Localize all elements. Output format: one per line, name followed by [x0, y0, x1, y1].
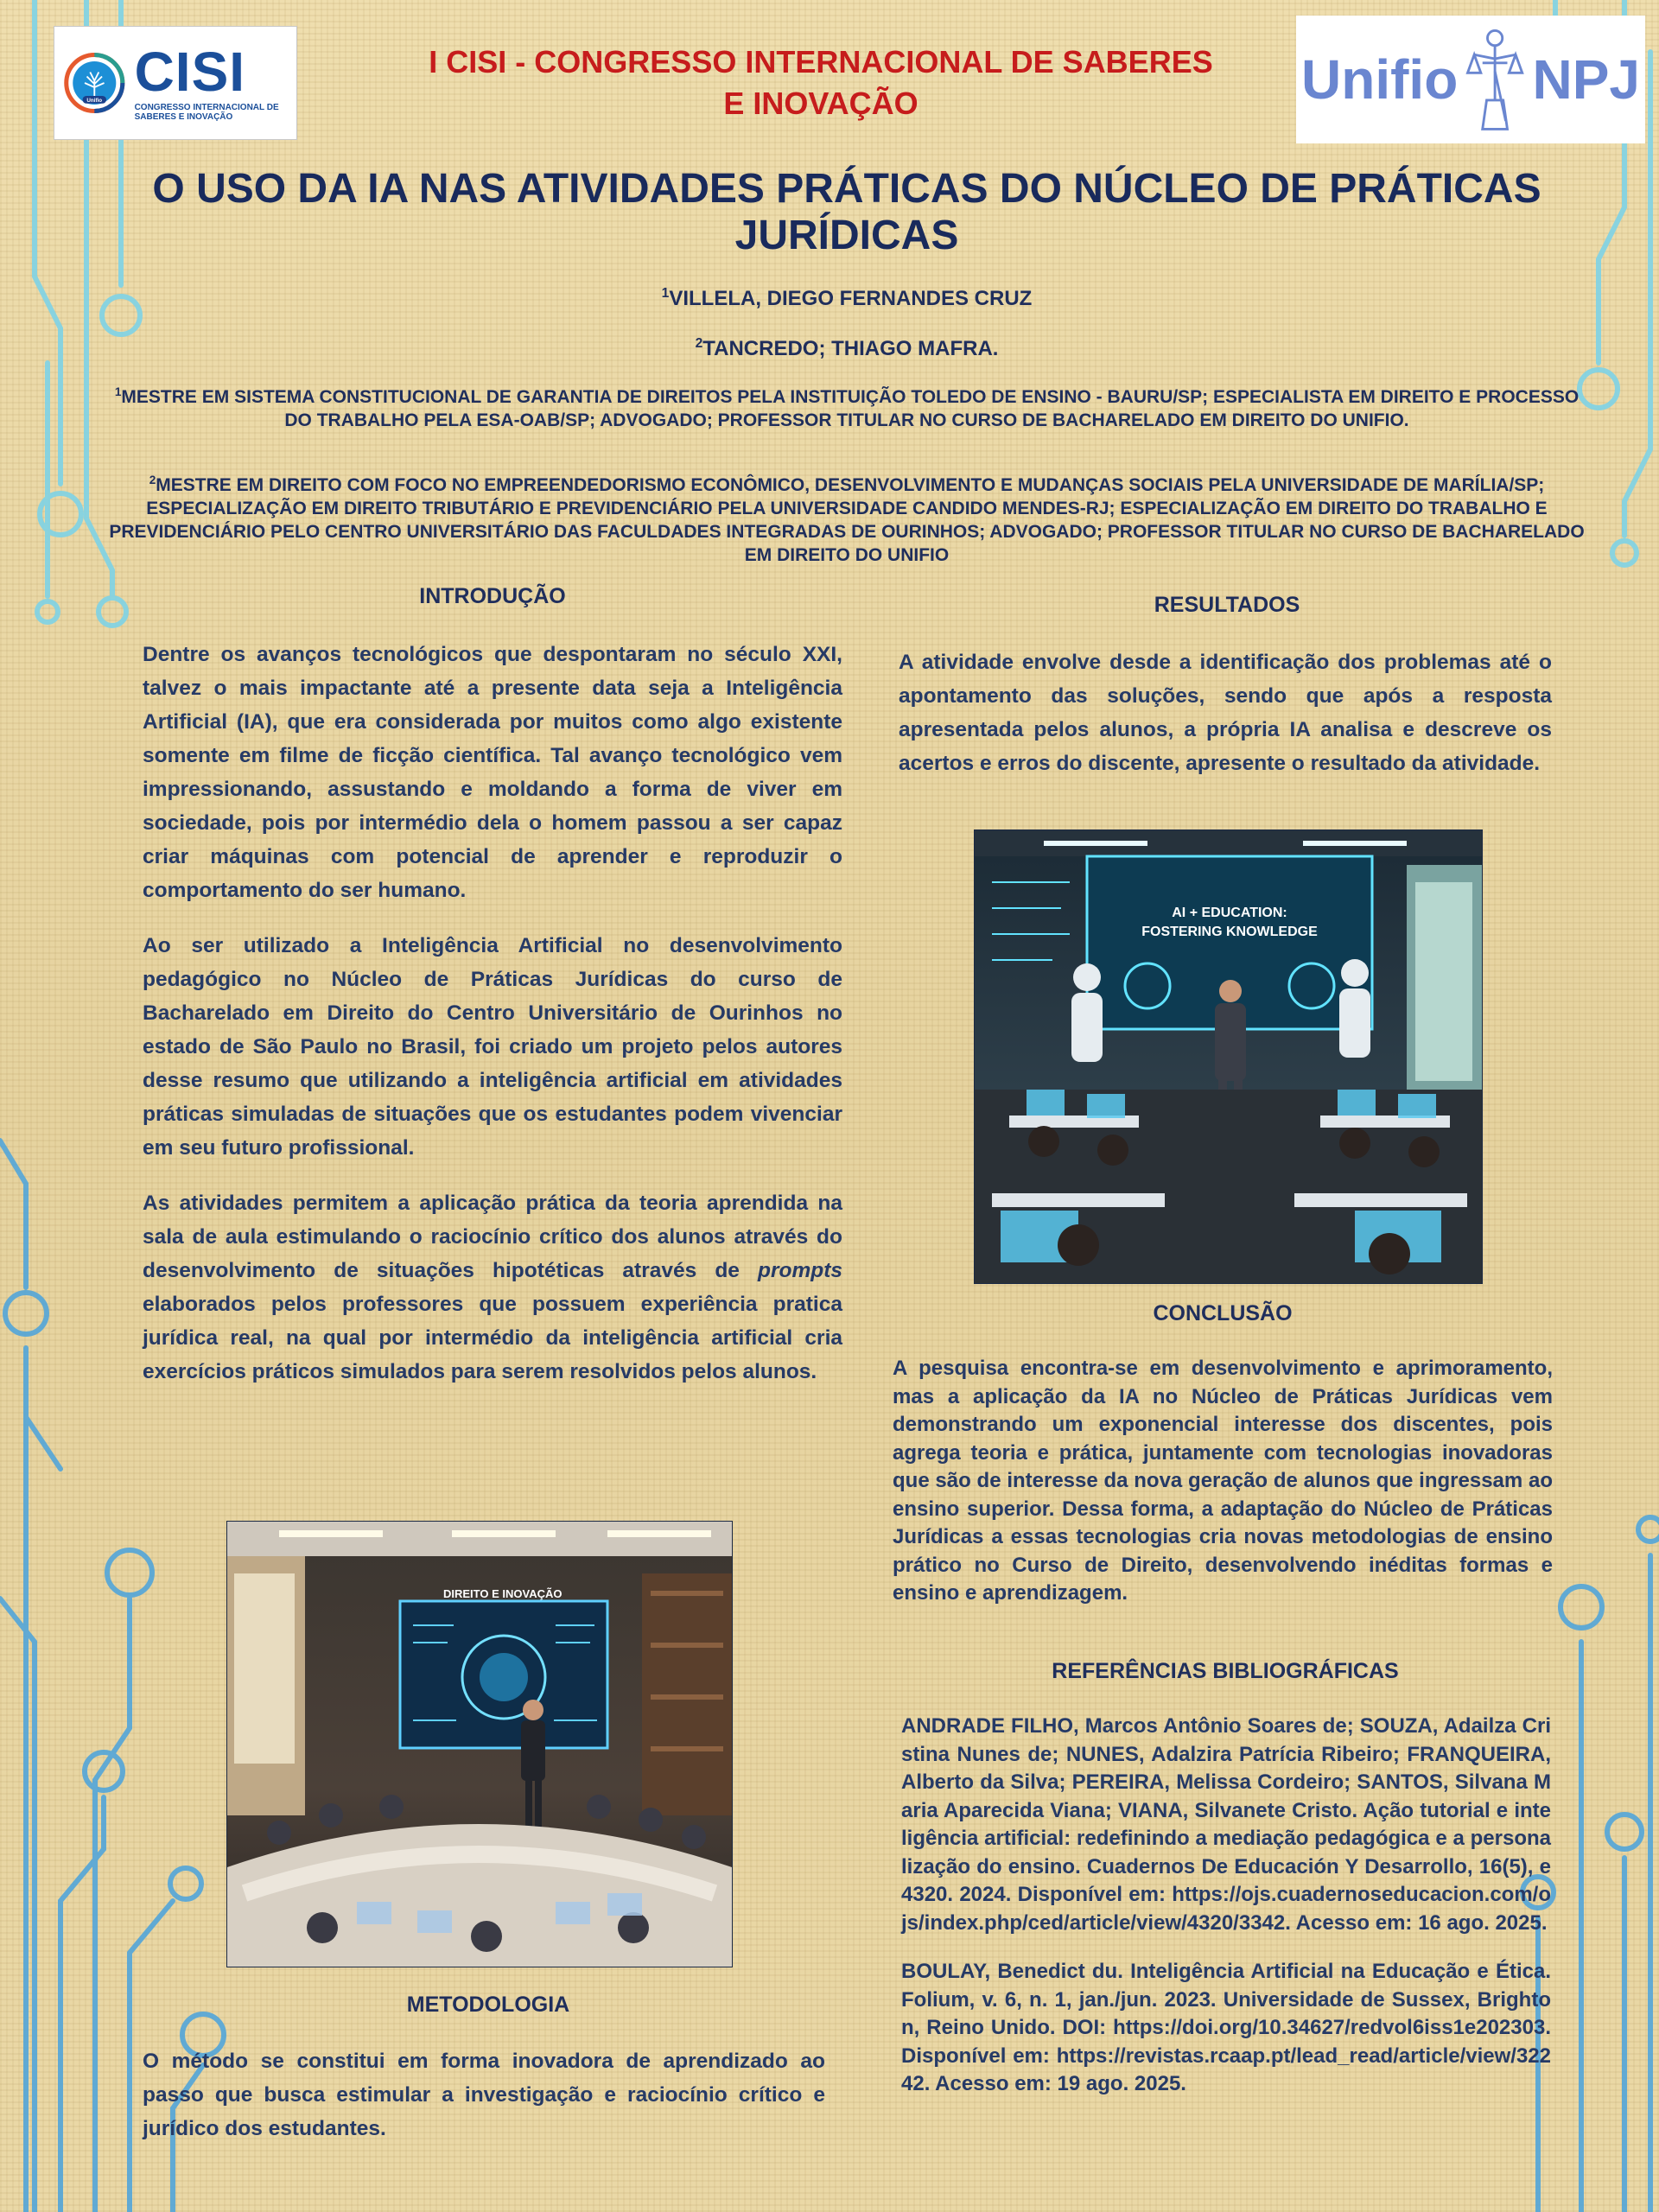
author-1-name: VILLELA, DIEGO FERNANDES CRUZ — [669, 287, 1033, 310]
metodologia-paragraph: O método se constitui em forma inovadora de aprendizado ao passo que busca estimular a investigação e raciocínio crítico e jurídico dos estudantes. — [143, 2050, 825, 2140]
introducao-paragraph-3-part1: As atividades permitem a aplicação prática da teoria aprendida na sala de aula estimulando o raciocínio crítico dos alunos através do desenvolvimento de situações hipotéticas através de — [143, 1192, 842, 1282]
metodologia-section — [143, 2044, 825, 2145]
author-2-sup: 2 — [695, 336, 703, 351]
cisi-logo-text: CISI — [134, 40, 246, 103]
unifio-npj-logo — [1296, 16, 1645, 143]
poster-title-line2: JURÍDICAS — [734, 213, 959, 258]
conclusao-heading: CONCLUSÃO — [1153, 1301, 1293, 1325]
referencias-heading: REFERÊNCIAS BIBLIOGRÁFICAS — [1052, 1659, 1399, 1683]
conference-title — [363, 41, 1279, 124]
introducao-section — [143, 638, 842, 1389]
conclusao-section — [893, 1355, 1553, 1608]
conclusao-paragraph: A pesquisa encontra-se em desenvolvimento e aprimoramento, mas a aplicação da IA no Núcleo de Práticas Jurídicas vem demonstrando um exponencial interesse dos discentes, pois agrega teoria e prática, juntamente com tecnologias inovadoras que são de interesse da nova geração de alunos que ingressam ao ensino superior. Dessa forma, a adaptação do Núcleo de Práticas Jurídicas a essas tecnologias cria novas metodologias de ensino prático no Curso de Direito, desenvolvendo inéditas formas e ensino e aprendizagem. — [893, 1357, 1553, 1605]
justice-statue-icon — [1458, 19, 1532, 140]
ai-screen-line1: AI + EDUCATION: — [1172, 906, 1287, 920]
unifio-logo-text: Unifio — [1301, 48, 1459, 111]
author-2 — [173, 337, 1521, 361]
metodologia-heading: METODOLOGIA — [406, 1993, 570, 2017]
resultados-paragraph: A atividade envolve desde a identificação dos problemas até o apontamento das soluções, sendo que após a resposta apresentada pelos alunos, a própria IA analisa e descreve os acertos e erros do discente, apresente o resultado da atividade. — [899, 651, 1552, 775]
introducao-paragraph-2: Ao ser utilizado a Inteligência Artificial no desenvolvimento pedagógico no Núcleo de Práticas Jurídicas do curso de Bacharelado em Direito do Centro Universitário de Ourinhos no estado de São Paulo no Brasil, foi criado um projeto pelos autores desse resumo que utilizando a inteligência artificial em atividades práticas simuladas de situações que os estudantes podem vivenciar em seu futuro profissional. — [143, 934, 842, 1160]
reference-1: ANDRADE FILHO, Marcos Antônio Soares de; SOUZA, Adailza Cristina Nunes de; NUNES, Adalzira Patrícia Ribeiro; FRANQUEIRA, Alberto da Silva; PEREIRA, Melissa Cordeiro; SANTOS, Silvana Maria Aparecida Viana; VIANA, Silvanete Cristo. Ação tutorial e inteligência artificial: redefinindo a mediação pedagógica e a personalização do ensino. Cuadernos De Educación Y Desarrollo, 16(5), e4320. 2024. Disponível em: https://ojs.cuadernoseducacion.com/ojs/index.php/ced/article/view/4320/3342. Acesso em: 16 ago. 2025. — [901, 1714, 1551, 1935]
author-2-name: TANCREDO; THIAGO MAFRA. — [702, 337, 999, 360]
poster-title — [69, 166, 1624, 259]
cisi-tree-icon — [63, 33, 126, 133]
reference-2: BOULAY, Benedict du. Inteligência Artificial na Educação e Ética. Folium, v. 6, n. 1, jan./jun. 2023. Universidade de Sussex, Brighton, Reino Unido. DOI: https://doi.org/10.34627/redvol6iss1e202303. Disponível em: https://revistas.rcaap.pt/lead_read/article/view/32242. Acesso em: 19 ago. 2025. — [901, 1960, 1551, 2095]
author-1-sup: 1 — [661, 286, 670, 301]
affiliation-2-sup: 2 — [149, 474, 156, 486]
cisi-logo-subtitle: CONGRESSO INTERNACIONAL DE SABERES E INOVAÇÃO — [134, 102, 279, 122]
ai-screen-line2: FOSTERING KNOWLEDGE — [1141, 925, 1318, 939]
introducao-paragraph-3-part2: elaborados pelos professores que possuem experiência pratica jurídica real, na qual por intermédio da inteligência artificial cria exercícios práticos simulados para serem resolvidos pelos alunos. — [143, 1293, 842, 1383]
conference-title-line2: E INOVAÇÃO — [723, 86, 918, 121]
npj-logo-text: NPJ — [1532, 48, 1640, 111]
affiliation-1-text: MESTRE EM SISTEMA CONSTITUCIONAL DE GARANTIA DE DIREITOS PELA INSTITUIÇÃO TOLEDO DE ENSINO - BAURU/SP; ESPECIALISTA EM DIREITO E PROCESSO DO TRABALHO PELA ESA-OAB/SP; ADVOGADO; PROFESSOR TITULAR NO CURSO DE BACHARELADO EM DIREITO DO UNIFIO. — [121, 387, 1580, 430]
referencias-section — [901, 1713, 1551, 2099]
prompts-emphasis: prompts — [758, 1259, 842, 1282]
poster-title-line1: O USO DA IA NAS ATIVIDADES PRÁTICAS DO NÚCLEO DE PRÁTICAS — [152, 166, 1541, 212]
cisi-logo-badge: Unifio — [86, 97, 103, 104]
affiliation-2-text: MESTRE EM DIREITO COM FOCO NO EMPREENDEDORISMO ECONÔMICO, DESENVOLVIMENTO E MUDANÇAS SOCIAIS PELA UNIVERSIDADE DE MARÍLIA/SP; ESPECIALIZAÇÃO EM DIREITO TRIBUTÁRIO E PREVIDENCIÁRIO PELA UNIVERSIDADE CANDIDO MENDES-RJ; ESPECIALIZAÇÃO EM DIREITO DO TRABALHO E PREVIDENCIÁRIO PELO CENTRO UNIVERSITÁRIO DAS FACULDADES INTEGRADAS DE OURINHOS; ADVOGADO; PROFESSOR TITULAR NO CURSO DE BACHARELADO EM DIREITO DO UNIFIO — [109, 475, 1585, 565]
introducao-paragraph-1: Dentre os avanços tecnológicos que despontaram no século XXI, talvez o mais impactante até a presente data seja a Inteligência Artificial (IA), que era considerada por muitos como algo existente somente em filme de ficção científica. Tal avanço tecnológico vem impressionando, assustando e moldando a forma de viver em sociedade, pois por intermédio dela o homem passou a ser capaz criar máquinas com potencial de aprender e reproduzir o comportamento do ser humano. — [143, 643, 842, 902]
introducao-heading: INTRODUÇÃO — [419, 584, 566, 608]
affiliation-1 — [104, 385, 1590, 432]
ai-classroom-illustration — [974, 830, 1483, 1284]
cisi-logo — [54, 26, 297, 140]
author-1 — [173, 287, 1521, 311]
resultados-heading: RESULTADOS — [1154, 593, 1300, 617]
resultados-section — [899, 645, 1552, 780]
affiliation-1-sup: 1 — [114, 385, 122, 398]
affiliation-2 — [104, 474, 1590, 567]
classroom-screen-text: DIREITO E INOVAÇÃO — [443, 1587, 563, 1600]
conference-title-line1: I CISI - CONGRESSO INTERNACIONAL DE SABERES — [429, 44, 1213, 79]
introducao-paragraph-3 — [143, 1186, 842, 1389]
classroom-illustration — [226, 1521, 733, 1967]
